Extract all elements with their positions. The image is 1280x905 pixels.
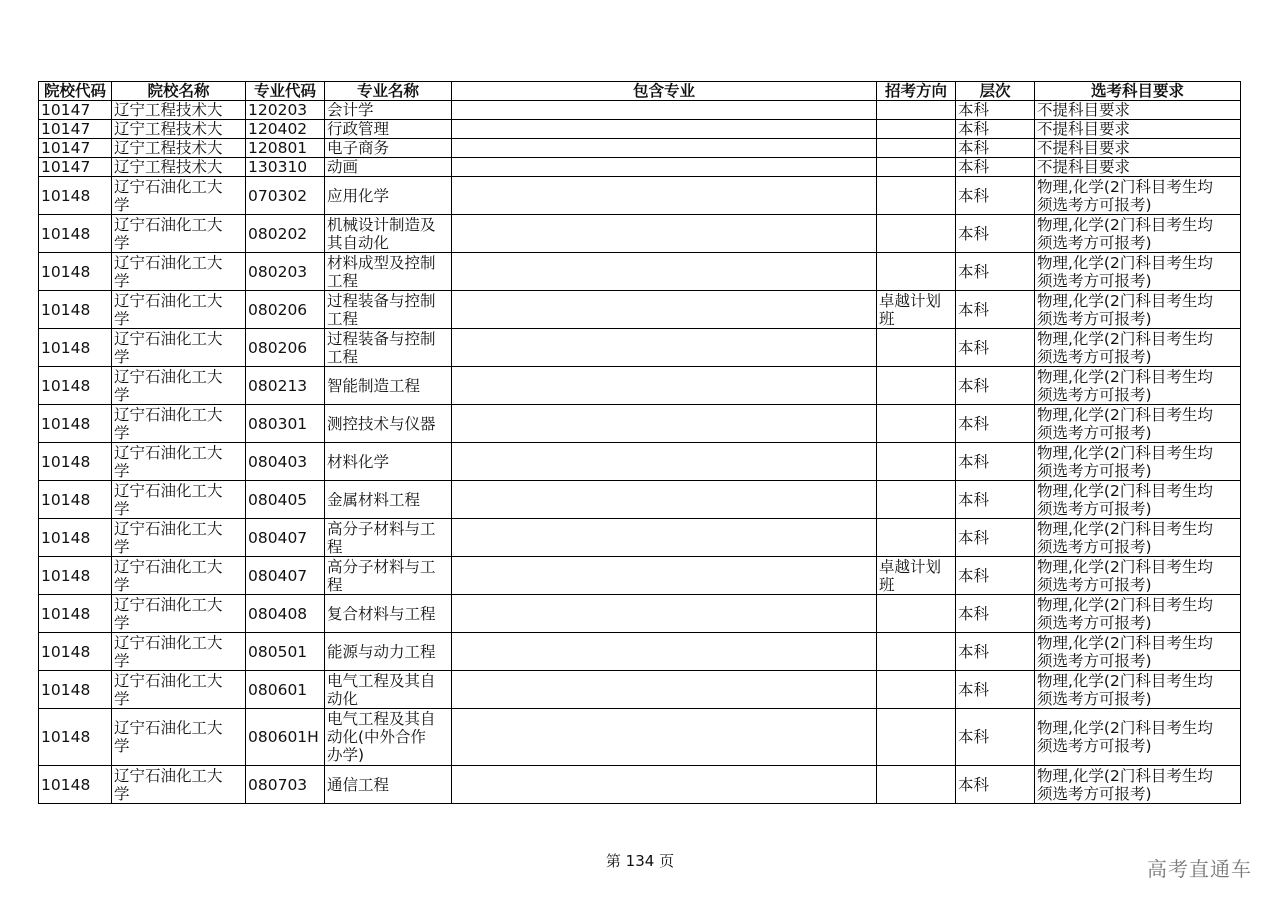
cell-subject-requirement: 物理,化学(2门科目考生均 须选考方可报考) [1035, 177, 1241, 215]
cell-level: 本科 [956, 367, 1035, 405]
cell-subject-requirement: 物理,化学(2门科目考生均 须选考方可报考) [1035, 519, 1241, 557]
cell-school-name: 辽宁工程技术大 [112, 139, 246, 158]
table-row [39, 329, 1241, 367]
cell-major-name: 电气工程及其自 动化 [325, 671, 452, 709]
table-row [39, 443, 1241, 481]
cell-level: 本科 [956, 519, 1035, 557]
cell-subject-requirement: 物理,化学(2门科目考生均 须选考方可报考) [1035, 595, 1241, 633]
admission-table [38, 81, 1241, 804]
table-row [39, 709, 1241, 766]
table-row [39, 253, 1241, 291]
cell-major-code: 120402 [246, 120, 325, 139]
cell-major-code: 080405 [246, 481, 325, 519]
cell-major-code: 080407 [246, 557, 325, 595]
cell-major-code: 120801 [246, 139, 325, 158]
cell-school-code: 10148 [39, 177, 112, 215]
table-row [39, 766, 1241, 804]
cell-school-name: 辽宁石油化工大 学 [112, 595, 246, 633]
cell-major-name: 金属材料工程 [325, 481, 452, 519]
cell-level: 本科 [956, 405, 1035, 443]
header-major-name: 专业名称 [325, 82, 452, 101]
table-header-row [39, 82, 1241, 101]
cell-major-code: 080206 [246, 329, 325, 367]
cell-school-code: 10148 [39, 291, 112, 329]
cell-direction [877, 519, 956, 557]
cell-direction [877, 766, 956, 804]
cell-level: 本科 [956, 139, 1035, 158]
cell-level: 本科 [956, 101, 1035, 120]
cell-school-code: 10148 [39, 329, 112, 367]
cell-major-code: 080202 [246, 215, 325, 253]
cell-direction [877, 158, 956, 177]
cell-subject-requirement: 物理,化学(2门科目考生均 须选考方可报考) [1035, 405, 1241, 443]
cell-school-code: 10148 [39, 519, 112, 557]
cell-included-majors [452, 481, 877, 519]
cell-level: 本科 [956, 633, 1035, 671]
cell-major-name: 会计学 [325, 101, 452, 120]
cell-school-name: 辽宁石油化工大 学 [112, 481, 246, 519]
cell-school-code: 10148 [39, 709, 112, 766]
cell-level: 本科 [956, 595, 1035, 633]
cell-major-name: 通信工程 [325, 766, 452, 804]
cell-school-name: 辽宁石油化工大 学 [112, 405, 246, 443]
cell-major-name: 高分子材料与工 程 [325, 519, 452, 557]
cell-level: 本科 [956, 253, 1035, 291]
cell-included-majors [452, 291, 877, 329]
table-row [39, 177, 1241, 215]
cell-included-majors [452, 671, 877, 709]
cell-major-code: 080408 [246, 595, 325, 633]
cell-included-majors [452, 595, 877, 633]
cell-subject-requirement: 不提科目要求 [1035, 120, 1241, 139]
cell-subject-requirement: 物理,化学(2门科目考生均 须选考方可报考) [1035, 766, 1241, 804]
table-row [39, 633, 1241, 671]
table-row [39, 557, 1241, 595]
header-school-name: 院校名称 [112, 82, 246, 101]
cell-included-majors [452, 633, 877, 671]
cell-school-name: 辽宁石油化工大 学 [112, 329, 246, 367]
cell-school-code: 10147 [39, 120, 112, 139]
cell-level: 本科 [956, 177, 1035, 215]
header-level: 层次 [956, 82, 1035, 101]
cell-included-majors [452, 443, 877, 481]
cell-school-name: 辽宁石油化工大 学 [112, 766, 246, 804]
cell-level: 本科 [956, 443, 1035, 481]
cell-major-name: 机械设计制造及 其自动化 [325, 215, 452, 253]
cell-school-name: 辽宁石油化工大 学 [112, 215, 246, 253]
cell-included-majors [452, 253, 877, 291]
watermark: 高考直通车 [1147, 857, 1252, 881]
cell-included-majors [452, 177, 877, 215]
cell-subject-requirement: 物理,化学(2门科目考生均 须选考方可报考) [1035, 253, 1241, 291]
cell-included-majors [452, 405, 877, 443]
cell-school-name: 辽宁石油化工大 学 [112, 633, 246, 671]
table-row [39, 405, 1241, 443]
cell-major-name: 行政管理 [325, 120, 452, 139]
cell-subject-requirement: 不提科目要求 [1035, 139, 1241, 158]
cell-level: 本科 [956, 291, 1035, 329]
table-row [39, 101, 1241, 120]
cell-direction: 卓越计划 班 [877, 557, 956, 595]
cell-included-majors [452, 766, 877, 804]
cell-direction [877, 633, 956, 671]
cell-level: 本科 [956, 158, 1035, 177]
header-school-code: 院校代码 [39, 82, 112, 101]
cell-major-code: 120203 [246, 101, 325, 120]
cell-included-majors [452, 158, 877, 177]
cell-direction [877, 709, 956, 766]
cell-school-code: 10148 [39, 633, 112, 671]
cell-school-name: 辽宁石油化工大 学 [112, 671, 246, 709]
table-row [39, 215, 1241, 253]
cell-direction [877, 367, 956, 405]
cell-school-code: 10148 [39, 253, 112, 291]
cell-direction [877, 101, 956, 120]
cell-subject-requirement: 物理,化学(2门科目考生均 须选考方可报考) [1035, 329, 1241, 367]
header-included-majors: 包含专业 [452, 82, 877, 101]
cell-major-code: 080601H [246, 709, 325, 766]
cell-major-code: 080601 [246, 671, 325, 709]
cell-level: 本科 [956, 557, 1035, 595]
cell-major-code: 130310 [246, 158, 325, 177]
cell-school-code: 10148 [39, 215, 112, 253]
cell-direction [877, 481, 956, 519]
cell-school-name: 辽宁工程技术大 [112, 158, 246, 177]
cell-subject-requirement: 物理,化学(2门科目考生均 须选考方可报考) [1035, 291, 1241, 329]
cell-subject-requirement: 物理,化学(2门科目考生均 须选考方可报考) [1035, 443, 1241, 481]
cell-major-name: 电子商务 [325, 139, 452, 158]
cell-major-name: 智能制造工程 [325, 367, 452, 405]
table-row [39, 481, 1241, 519]
header-major-code: 专业代码 [246, 82, 325, 101]
cell-included-majors [452, 101, 877, 120]
cell-direction [877, 329, 956, 367]
cell-major-name: 材料化学 [325, 443, 452, 481]
cell-school-name: 辽宁石油化工大 学 [112, 709, 246, 766]
table-row [39, 519, 1241, 557]
cell-direction [877, 443, 956, 481]
cell-school-code: 10148 [39, 766, 112, 804]
cell-included-majors [452, 519, 877, 557]
cell-level: 本科 [956, 120, 1035, 139]
cell-level: 本科 [956, 481, 1035, 519]
cell-major-name: 动画 [325, 158, 452, 177]
table-row [39, 158, 1241, 177]
cell-subject-requirement: 物理,化学(2门科目考生均 须选考方可报考) [1035, 215, 1241, 253]
cell-included-majors [452, 139, 877, 158]
cell-major-name: 能源与动力工程 [325, 633, 452, 671]
cell-subject-requirement: 物理,化学(2门科目考生均 须选考方可报考) [1035, 709, 1241, 766]
table-row [39, 595, 1241, 633]
cell-level: 本科 [956, 709, 1035, 766]
cell-major-code: 080703 [246, 766, 325, 804]
cell-major-name: 高分子材料与工 程 [325, 557, 452, 595]
cell-direction [877, 120, 956, 139]
cell-major-name: 应用化学 [325, 177, 452, 215]
cell-direction [877, 405, 956, 443]
table-body [39, 101, 1241, 804]
cell-major-name: 测控技术与仪器 [325, 405, 452, 443]
cell-level: 本科 [956, 766, 1035, 804]
cell-school-code: 10148 [39, 557, 112, 595]
table-row [39, 671, 1241, 709]
cell-major-code: 070302 [246, 177, 325, 215]
cell-level: 本科 [956, 215, 1035, 253]
cell-school-name: 辽宁石油化工大 学 [112, 291, 246, 329]
cell-direction [877, 215, 956, 253]
cell-subject-requirement: 物理,化学(2门科目考生均 须选考方可报考) [1035, 633, 1241, 671]
cell-major-code: 080203 [246, 253, 325, 291]
cell-direction [877, 253, 956, 291]
cell-school-name: 辽宁石油化工大 学 [112, 519, 246, 557]
cell-school-name: 辽宁工程技术大 [112, 101, 246, 120]
cell-school-code: 10148 [39, 367, 112, 405]
cell-included-majors [452, 215, 877, 253]
page-number: 第 134 页 [605, 852, 675, 870]
cell-school-code: 10147 [39, 158, 112, 177]
header-subject-requirement: 选考科目要求 [1035, 82, 1241, 101]
cell-school-code: 10148 [39, 481, 112, 519]
header-direction: 招考方向 [877, 82, 956, 101]
cell-major-code: 080403 [246, 443, 325, 481]
cell-major-code: 080213 [246, 367, 325, 405]
cell-major-name: 过程装备与控制 工程 [325, 291, 452, 329]
cell-subject-requirement: 物理,化学(2门科目考生均 须选考方可报考) [1035, 367, 1241, 405]
table-row [39, 120, 1241, 139]
cell-direction [877, 177, 956, 215]
cell-school-code: 10147 [39, 139, 112, 158]
cell-level: 本科 [956, 329, 1035, 367]
cell-subject-requirement: 不提科目要求 [1035, 158, 1241, 177]
cell-school-name: 辽宁石油化工大 学 [112, 443, 246, 481]
cell-school-code: 10147 [39, 101, 112, 120]
cell-school-name: 辽宁石油化工大 学 [112, 557, 246, 595]
cell-subject-requirement: 物理,化学(2门科目考生均 须选考方可报考) [1035, 671, 1241, 709]
cell-school-name: 辽宁石油化工大 学 [112, 367, 246, 405]
cell-major-name: 过程装备与控制 工程 [325, 329, 452, 367]
cell-included-majors [452, 709, 877, 766]
cell-direction [877, 671, 956, 709]
cell-major-code: 080501 [246, 633, 325, 671]
cell-major-name: 电气工程及其自 动化(中外合作 办学) [325, 709, 452, 766]
cell-direction [877, 595, 956, 633]
cell-direction: 卓越计划 班 [877, 291, 956, 329]
cell-major-code: 080301 [246, 405, 325, 443]
cell-included-majors [452, 120, 877, 139]
cell-major-code: 080407 [246, 519, 325, 557]
cell-subject-requirement: 物理,化学(2门科目考生均 须选考方可报考) [1035, 557, 1241, 595]
cell-school-code: 10148 [39, 671, 112, 709]
table-row [39, 139, 1241, 158]
cell-school-code: 10148 [39, 595, 112, 633]
cell-school-name: 辽宁工程技术大 [112, 120, 246, 139]
cell-school-name: 辽宁石油化工大 学 [112, 177, 246, 215]
cell-level: 本科 [956, 671, 1035, 709]
cell-school-code: 10148 [39, 405, 112, 443]
table-row [39, 291, 1241, 329]
cell-school-code: 10148 [39, 443, 112, 481]
cell-subject-requirement: 不提科目要求 [1035, 101, 1241, 120]
cell-included-majors [452, 329, 877, 367]
cell-direction [877, 139, 956, 158]
cell-included-majors [452, 367, 877, 405]
cell-major-name: 材料成型及控制 工程 [325, 253, 452, 291]
cell-subject-requirement: 物理,化学(2门科目考生均 须选考方可报考) [1035, 481, 1241, 519]
cell-school-name: 辽宁石油化工大 学 [112, 253, 246, 291]
cell-major-name: 复合材料与工程 [325, 595, 452, 633]
table-row [39, 367, 1241, 405]
cell-major-code: 080206 [246, 291, 325, 329]
cell-included-majors [452, 557, 877, 595]
